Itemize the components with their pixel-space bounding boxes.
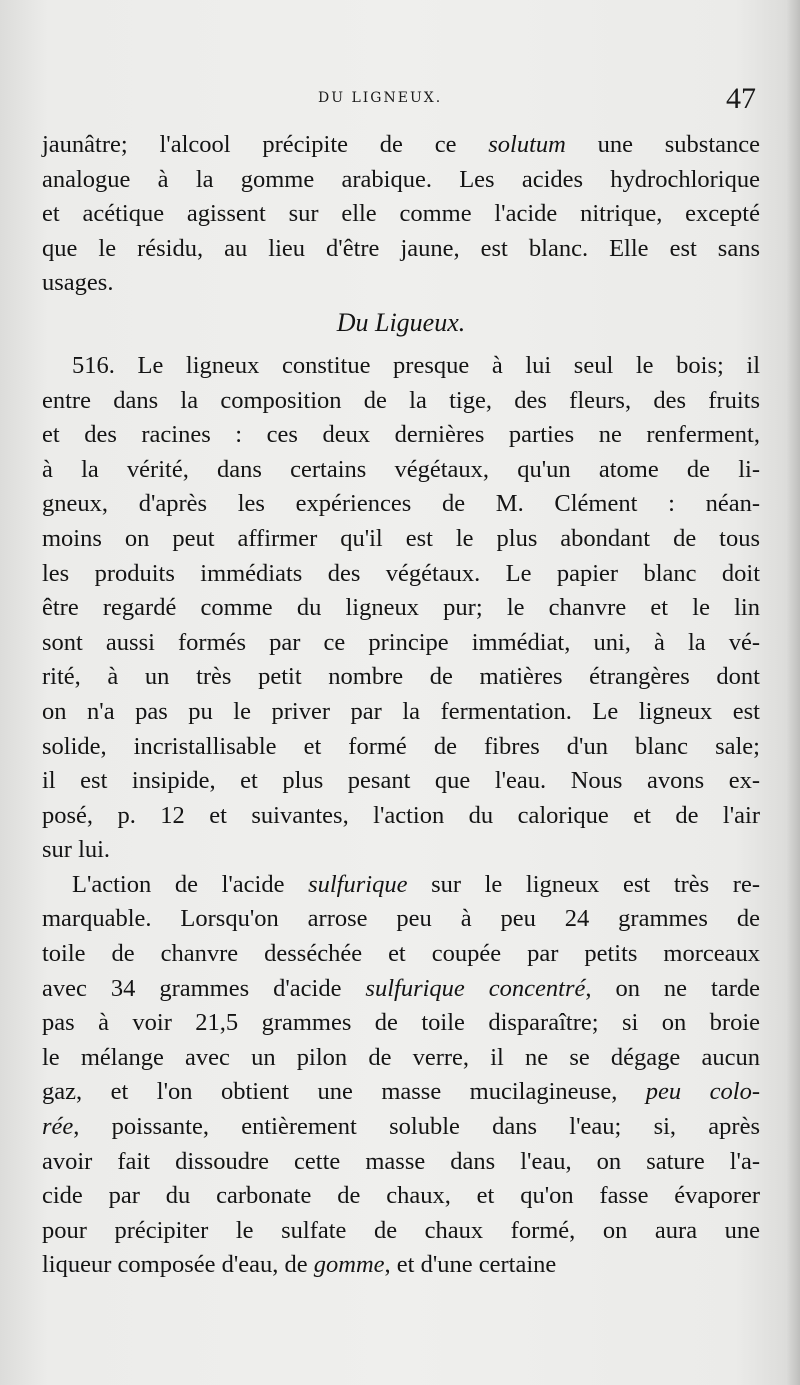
text-line	[42, 197, 760, 232]
italic-text: rée	[42, 1113, 74, 1141]
text-line	[42, 833, 760, 868]
text-segment: jaunâtre; l'alcool précipite de ce	[42, 131, 489, 158]
text-line	[42, 1006, 760, 1041]
text-segment: posé, p. 12 et suivantes, l'action du calorique et de l'air	[42, 801, 760, 829]
text-segment: être regardé comme du ligneux pur; le chanvre et le lin	[42, 594, 760, 622]
text-line	[42, 764, 760, 799]
italic-text: sulfurique	[308, 870, 408, 898]
paragraph-3	[42, 868, 760, 1283]
text-segment: les produits immédiats des végétaux. Le papier blanc doit	[42, 559, 760, 587]
text-line	[42, 1214, 760, 1249]
text-segment: moins on peut affirmer qu'il est le plus abondant de tous	[42, 524, 760, 552]
text-line	[42, 1145, 760, 1180]
text-segment: toile de chanvre desséchée et coupée par petits morceaux	[42, 940, 760, 968]
text-line	[42, 1179, 760, 1214]
italic-text: solutum	[488, 131, 566, 158]
text-line	[42, 868, 760, 903]
text-segment: analogue à la gomme arabique. Les acides hydrochlorique	[42, 165, 760, 193]
text-segment: et des racines : ces deux dernières parties ne renferment,	[42, 421, 760, 449]
text-line	[42, 972, 760, 1007]
text-segment: sur le ligneux est très re-	[407, 870, 760, 898]
text-segment: , on ne tarde	[585, 974, 760, 1002]
text-line	[42, 1041, 760, 1076]
text-segment: avec 34 grammes d'acide	[42, 974, 366, 1002]
text-line	[42, 660, 760, 695]
text-line	[42, 163, 760, 198]
italic-text: gomme	[313, 1251, 385, 1279]
body-text	[42, 128, 760, 1283]
text-segment: sur lui.	[42, 836, 111, 864]
text-segment: solide, incristallisable et formé de fibres d'un blanc sale;	[42, 732, 760, 760]
text-line	[42, 266, 760, 301]
text-line	[42, 487, 760, 522]
text-line	[42, 418, 760, 453]
text-segment: , et d'une certaine	[384, 1251, 557, 1279]
text-segment: , poissante, entièrement soluble dans l'eau; si, après	[73, 1113, 760, 1141]
italic-text: peu colo-	[645, 1078, 760, 1106]
text-segment: usages.	[42, 269, 114, 297]
paragraph-1	[42, 128, 760, 301]
text-line	[42, 730, 760, 765]
text-line	[42, 799, 760, 834]
text-segment: gaz, et l'on obtient une masse mucilagineuse,	[42, 1078, 646, 1106]
text-line	[42, 232, 760, 267]
text-segment: pour précipiter le sulfate de chaux formé, on aura une	[42, 1216, 760, 1244]
page-header	[40, 82, 760, 122]
text-line	[42, 695, 760, 730]
text-line	[42, 937, 760, 972]
text-segment: pas à voir 21,5 grammes de toile disparaître; si on broie	[42, 1009, 760, 1037]
text-line	[42, 384, 760, 419]
text-segment: liqueur composée d'eau, de	[42, 1251, 314, 1279]
text-segment: on n'a pas pu le priver par la fermentation. Le ligneux est	[42, 697, 760, 725]
text-line	[42, 1110, 760, 1145]
text-segment: que le résidu, au lieu d'être jaune, est blanc. Elle est sans	[42, 234, 760, 262]
page-number: 47	[726, 82, 756, 115]
text-segment: L'action de l'acide	[72, 870, 309, 898]
text-segment: 516. Le ligneux constitue presque à lui seul le bois; il	[72, 351, 760, 379]
text-segment: à la vérité, dans certains végétaux, qu'un atome de li-	[42, 455, 760, 483]
text-segment: rité, à un très petit nombre de matières étrangères dont	[42, 663, 760, 691]
text-segment: et acétique agissent sur elle comme l'acide nitrique, excepté	[42, 200, 760, 228]
text-segment: le mélange avec un pilon de verre, il ne se dégage aucun	[42, 1043, 760, 1071]
text-line	[42, 349, 760, 384]
text-line	[42, 1075, 760, 1110]
text-line	[42, 453, 760, 488]
text-line	[42, 522, 760, 557]
text-segment: gneux, d'après les expériences de M. Clément : néan-	[42, 490, 760, 518]
text-segment: cide par du carbonate de chaux, et qu'on fasse évaporer	[42, 1182, 760, 1210]
paragraph-2	[42, 349, 760, 868]
text-line	[42, 591, 760, 626]
italic-text: sulfurique concentré	[365, 974, 586, 1002]
text-line	[42, 128, 760, 163]
text-segment: sont aussi formés par ce principe immédiat, uni, à la vé-	[42, 628, 760, 656]
text-line	[42, 626, 760, 661]
text-line	[42, 902, 760, 937]
text-segment: entre dans la composition de la tige, des fleurs, des fruits	[42, 386, 760, 414]
text-segment: il est insipide, et plus pesant que l'eau. Nous avons ex-	[42, 767, 760, 795]
section-title: Du Ligueux.	[336, 307, 466, 337]
text-segment: une substance	[565, 131, 760, 158]
text-line	[42, 557, 760, 592]
text-segment: marquable. Lorsqu'on arrose peu à peu 24 grammes de	[42, 905, 760, 933]
running-head: DU LIGNEUX.	[318, 90, 443, 106]
text-segment: avoir fait dissoudre cette masse dans l'eau, on sature l'a-	[42, 1147, 760, 1175]
text-line	[42, 1248, 760, 1283]
page-edge-shadow	[786, 0, 800, 1385]
